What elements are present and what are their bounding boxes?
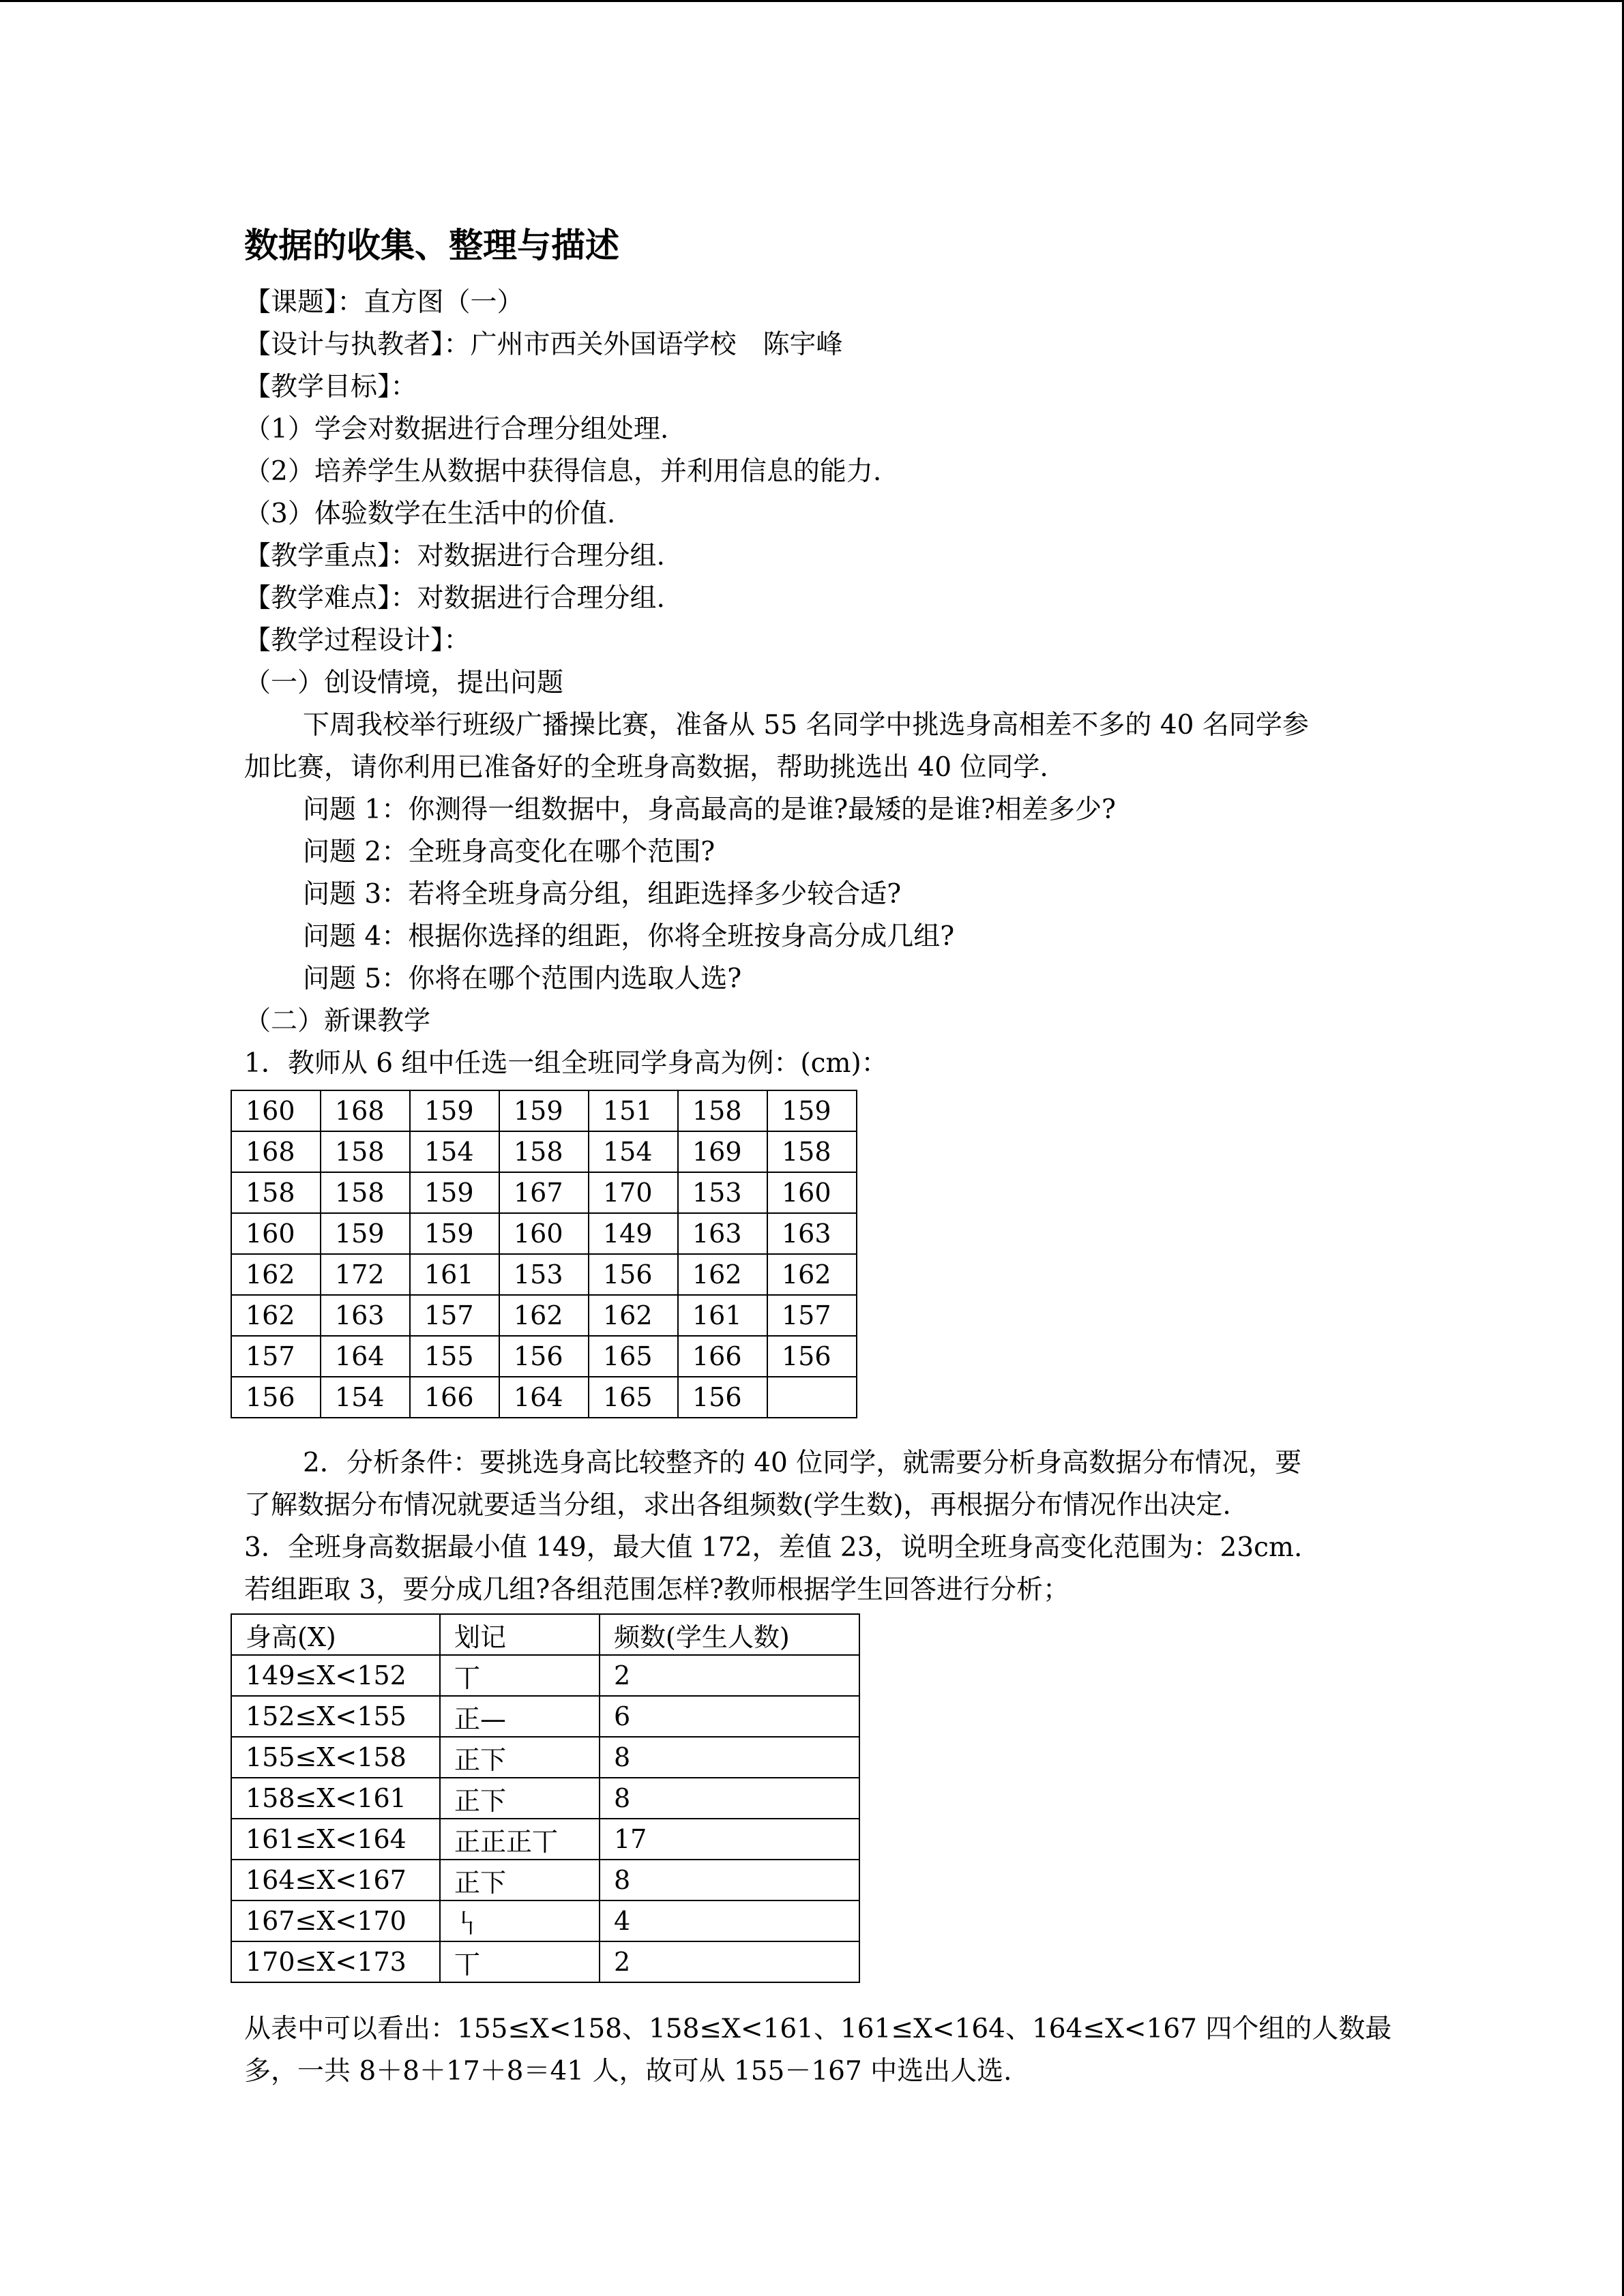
- height-cell: 158: [767, 1131, 857, 1172]
- range-cell: 155≤X<158: [231, 1737, 440, 1778]
- count-cell: 2: [600, 1655, 859, 1696]
- tally-text: 正: [454, 1785, 481, 1816]
- count-cell: 4: [600, 1900, 859, 1941]
- table-row: [231, 1090, 857, 1131]
- range-cell: 152≤X<155: [231, 1696, 440, 1737]
- paragraph-line: 下周我校举行班级广播操比赛，准备从 55 名同学中挑选身高相差不多的 40 名同学参: [303, 710, 1309, 741]
- height-cell: 162: [589, 1295, 678, 1336]
- tally-cell: [440, 1737, 600, 1778]
- height-cell: 159: [410, 1213, 499, 1254]
- height-cell: 170: [589, 1172, 678, 1213]
- tally-text: 正正正: [454, 1826, 533, 1857]
- tally-text: 正: [454, 1744, 481, 1775]
- paragraph-line: 3．全班身高数据最小值 149，最大值 172，差值 23，说明全班身高变化范围为：23cm.: [244, 1532, 1303, 1563]
- height-cell: 163: [678, 1213, 767, 1254]
- frequency-table: [231, 1613, 860, 1983]
- height-cell: 149: [589, 1213, 678, 1254]
- height-cell: 154: [589, 1131, 678, 1172]
- tally-cell: [440, 1900, 600, 1941]
- range-cell: 161≤X<164: [231, 1819, 440, 1860]
- tally-mark: 丅: [454, 1949, 481, 1980]
- text-line: 【教学目标】：: [244, 372, 417, 402]
- range-cell: 158≤X<161: [231, 1778, 440, 1819]
- table-row: [231, 1172, 857, 1213]
- range-cell: 164≤X<167: [231, 1860, 440, 1900]
- tally-cell: [440, 1696, 600, 1737]
- height-cell: 166: [410, 1377, 499, 1418]
- question-line: 问题 4：根据你选择的组距，你将全班按身高分成几组?: [303, 921, 955, 952]
- table-row: [231, 1213, 857, 1254]
- conclusion-line: 多，一共 8＋8＋17＋8＝41 人，故可从 155－167 中选出人选.: [244, 2056, 1012, 2087]
- height-cell: 162: [678, 1254, 767, 1295]
- range-cell: 149≤X<152: [231, 1655, 440, 1696]
- tally-cell: [440, 1778, 600, 1819]
- count-cell: 8: [600, 1860, 859, 1900]
- count-cell: 17: [600, 1819, 859, 1860]
- tally-mark: 丅: [532, 1826, 559, 1857]
- height-cell: 158: [321, 1172, 410, 1213]
- height-cell: 163: [767, 1213, 857, 1254]
- height-cell: 159: [410, 1172, 499, 1213]
- table-row: [231, 1696, 859, 1737]
- text-line: 【设计与执教者】：广州市西关外国语学校 陈宇峰: [244, 329, 843, 360]
- tally-cell: [440, 1941, 600, 1982]
- height-cell: 164: [321, 1336, 410, 1377]
- range-cell: 170≤X<173: [231, 1941, 440, 1982]
- height-cell: 168: [321, 1090, 410, 1131]
- paragraph-line: 加比赛，请你利用已准备好的全班身高数据，帮助挑选出 40 位同学.: [244, 752, 1048, 783]
- height-cell: 159: [321, 1213, 410, 1254]
- height-cell: 151: [589, 1090, 678, 1131]
- table-row: [231, 1860, 859, 1900]
- height-cell: 162: [231, 1254, 321, 1295]
- paragraph-line: 了解数据分布情况就要适当分组，求出各组频数(学生数)，再根据分布情况作出决定.: [244, 1490, 1231, 1521]
- height-cell: 158: [321, 1131, 410, 1172]
- tally-text: 正: [454, 1867, 481, 1898]
- tally-cell: [440, 1819, 600, 1860]
- text-line: 【教学难点】：对数据进行合理分组.: [244, 583, 665, 614]
- tally-text: 正: [454, 1703, 481, 1734]
- height-cell: 158: [678, 1090, 767, 1131]
- tally-mark: —: [480, 1703, 507, 1734]
- height-cell: 156: [678, 1377, 767, 1418]
- question-line: 问题 5：你将在哪个范围内选取人选?: [303, 964, 742, 994]
- height-cell: 160: [231, 1090, 321, 1131]
- height-cell: 159: [767, 1090, 857, 1131]
- height-cell: 160: [767, 1172, 857, 1213]
- text-line: 1．教师从 6 组中任选一组全班同学身高为例：(cm)：: [244, 1048, 888, 1079]
- table-row: [231, 1336, 857, 1377]
- height-cell: 158: [231, 1172, 321, 1213]
- height-cell: [767, 1377, 857, 1418]
- table-row: [231, 1295, 857, 1336]
- height-cell: 162: [499, 1295, 589, 1336]
- height-cell: 157: [231, 1336, 321, 1377]
- conclusion-line: 从表中可以看出：155≤X<158、158≤X<161、161≤X<164、164≤X<167 四个组的人数最: [244, 2014, 1392, 2044]
- height-cell: 164: [499, 1377, 589, 1418]
- tally-mark: 下: [480, 1867, 507, 1898]
- section-heading: （二）新课教学: [244, 1006, 431, 1037]
- height-cell: 154: [321, 1377, 410, 1418]
- height-cell: 154: [410, 1131, 499, 1172]
- header-cell: 划记: [440, 1614, 600, 1655]
- height-cell: 169: [678, 1131, 767, 1172]
- text-line: （一）创设情境，提出问题: [244, 668, 564, 698]
- question-line: 问题 3：若将全班身高分组，组距选择多少较合适?: [303, 879, 902, 910]
- range-cell: 167≤X<170: [231, 1900, 440, 1941]
- text-line: （3）体验数学在生活中的价值.: [244, 498, 616, 529]
- header-cell: 身高(X): [231, 1614, 440, 1655]
- table-row: [231, 1131, 857, 1172]
- table-row: [231, 1737, 859, 1778]
- height-cell: 159: [499, 1090, 589, 1131]
- height-cell: 172: [321, 1254, 410, 1295]
- table-row: [231, 1377, 857, 1418]
- top-border: [0, 0, 1624, 2]
- height-cell: 155: [410, 1336, 499, 1377]
- text-line: 【课题】：直方图（一）: [244, 287, 524, 318]
- height-cell: 162: [767, 1254, 857, 1295]
- height-cell: 153: [499, 1254, 589, 1295]
- table-row: [231, 1655, 859, 1696]
- count-cell: 8: [600, 1737, 859, 1778]
- table-row: [231, 1941, 859, 1982]
- question-line: 问题 2：全班身高变化在哪个范围?: [303, 837, 715, 867]
- height-cell: 160: [499, 1213, 589, 1254]
- table-row: [231, 1254, 857, 1295]
- count-cell: 6: [600, 1696, 859, 1737]
- count-cell: 8: [600, 1778, 859, 1819]
- height-cell: 166: [678, 1336, 767, 1377]
- paragraph-line: 若组距取 3，要分成几组?各组范围怎样?教师根据学生回答进行分析；: [244, 1575, 1070, 1605]
- height-cell: 157: [767, 1295, 857, 1336]
- heights-table: [231, 1090, 857, 1418]
- height-cell: 163: [321, 1295, 410, 1336]
- height-cell: 160: [231, 1213, 321, 1254]
- table-row: [231, 1778, 859, 1819]
- text-line: （1）学会对数据进行合理分组处理.: [244, 414, 669, 445]
- tally-mark: 下: [480, 1785, 507, 1816]
- text-line: 【教学重点】：对数据进行合理分组.: [244, 541, 665, 571]
- height-cell: 165: [589, 1336, 678, 1377]
- header-cell: 频数(学生人数): [600, 1614, 859, 1655]
- tally-mark: 下: [480, 1744, 507, 1775]
- question-line: 问题 1：你测得一组数据中，身高最高的是谁?最矮的是谁?相差多少?: [303, 794, 1116, 825]
- tally-cell: [440, 1655, 600, 1696]
- height-cell: 156: [589, 1254, 678, 1295]
- height-cell: 165: [589, 1377, 678, 1418]
- height-cell: 161: [410, 1254, 499, 1295]
- count-cell: 2: [600, 1941, 859, 1982]
- height-cell: 168: [231, 1131, 321, 1172]
- text-line: （2）培养学生从数据中获得信息，并利用信息的能力.: [244, 456, 882, 487]
- height-cell: 153: [678, 1172, 767, 1213]
- height-cell: 156: [767, 1336, 857, 1377]
- tally-mark: 丅: [454, 1663, 481, 1693]
- height-cell: 162: [231, 1295, 321, 1336]
- height-cell: 167: [499, 1172, 589, 1213]
- table-row: [231, 1900, 859, 1941]
- text-line: 【教学过程设计】：: [244, 625, 471, 656]
- page-title: 数据的收集、整理与描述: [244, 226, 619, 265]
- height-cell: 161: [678, 1295, 767, 1336]
- height-cell: 156: [231, 1377, 321, 1418]
- height-cell: 157: [410, 1295, 499, 1336]
- table-row: [231, 1819, 859, 1860]
- height-cell: 159: [410, 1090, 499, 1131]
- height-cell: 156: [499, 1336, 589, 1377]
- paragraph-line: 2．分析条件：要挑选身高比较整齐的 40 位同学，就需要分析身高数据分布情况，要: [303, 1448, 1302, 1478]
- height-cell: 158: [499, 1131, 589, 1172]
- tally-cell: [440, 1860, 600, 1900]
- tally-mark: 𠃑: [454, 1908, 481, 1939]
